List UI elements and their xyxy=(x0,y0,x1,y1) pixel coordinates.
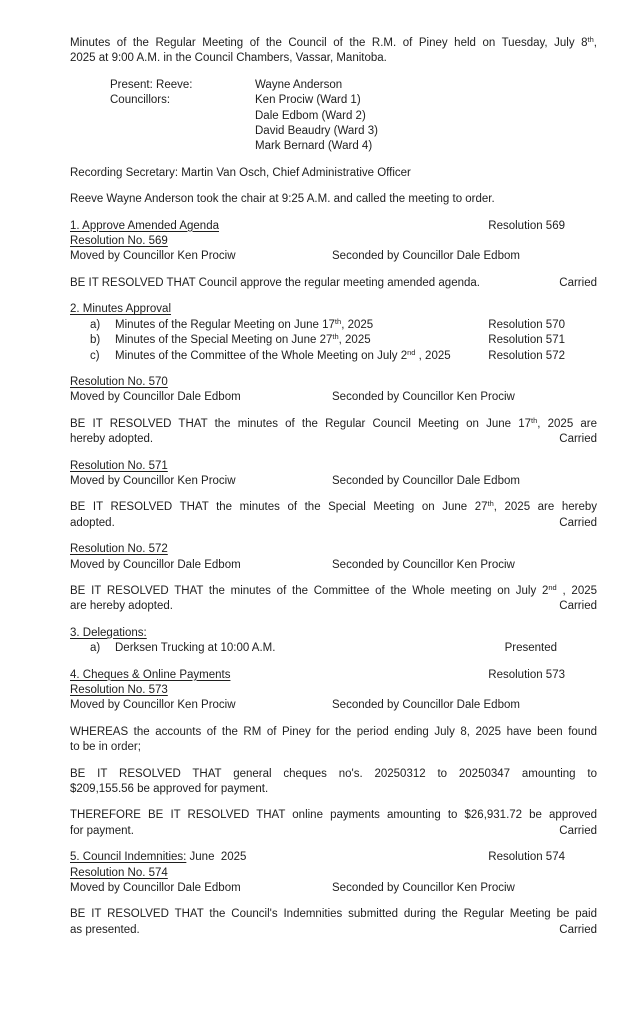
column-2-text xyxy=(255,140,372,152)
superscript-text: th xyxy=(334,316,342,326)
line-left-text xyxy=(70,349,451,364)
resolution-569-label xyxy=(70,234,597,249)
recording-secretary-line xyxy=(70,166,597,181)
superscript-text: th xyxy=(332,332,339,342)
column-1-text xyxy=(70,558,332,573)
resolution-571-text-line-1 xyxy=(70,500,597,515)
text-segment: adopted. xyxy=(70,516,115,529)
text-segment: THEREFORE BE IT RESOLVED THAT online payments amounting to $26,931.72 be approved xyxy=(70,809,597,822)
text-segment: Resolution No. 572 xyxy=(70,543,168,556)
column-2-text xyxy=(332,250,520,262)
text-segment: BE IT RESOLVED THAT the minutes of the Committee of the Whole meeting on July 2 xyxy=(70,584,549,597)
minutes-item-b xyxy=(70,333,597,348)
attendance-councillor-1 xyxy=(70,93,597,108)
blank-line xyxy=(70,896,597,907)
resolution-574-label xyxy=(70,866,597,881)
resolution-573-text-line-2 xyxy=(70,782,597,797)
text-segment: Moved by Councillor Dale Edbom xyxy=(70,882,241,895)
text-segment: Seconded by Councillor Dale Edbom xyxy=(332,250,520,263)
superscript-text: th xyxy=(531,415,538,425)
superscript-text: th xyxy=(487,499,494,509)
text-segment: Moved by Councillor Ken Prociw xyxy=(70,250,236,263)
line-left-text xyxy=(70,641,275,656)
superscript-text: nd xyxy=(407,347,416,357)
call-to-order-line xyxy=(70,192,597,207)
line-right-text xyxy=(488,318,565,333)
resolution-570-label xyxy=(70,375,597,390)
line-right-text xyxy=(559,276,597,291)
column-2-text xyxy=(332,882,515,894)
text-segment: Resolution 571 xyxy=(488,334,565,347)
text-segment: David Beaudry (Ward 3) xyxy=(255,125,378,138)
text-segment: Resolution 574 xyxy=(488,851,565,864)
text-segment: BE IT RESOLVED THAT the Council's Indemnities submitted during the Regular Meeting be paid xyxy=(70,908,597,921)
line-right-text xyxy=(559,516,597,531)
section-4-heading xyxy=(70,668,597,683)
resolution-573-therefore-line-2 xyxy=(70,824,597,839)
blank-line xyxy=(70,155,597,166)
blank-line xyxy=(70,657,597,668)
line-right-text xyxy=(488,668,565,683)
doc-title-line-2 xyxy=(70,51,597,66)
resolution-571-movers xyxy=(70,474,597,489)
text-segment: are hereby adopted. xyxy=(70,600,173,613)
column-1-text xyxy=(70,249,332,264)
blank-line xyxy=(70,573,597,584)
column-2-text xyxy=(332,475,520,487)
text-segment: Minutes of the Regular Meeting on June 17 xyxy=(115,318,335,331)
text-segment: as presented. xyxy=(70,923,140,936)
text-segment: Derksen Trucking at 10:00 A.M. xyxy=(115,642,276,655)
text-segment: Carried xyxy=(559,433,597,446)
text-segment: , 2025 are xyxy=(537,417,598,430)
text-segment: Ken Prociw (Ward 1) xyxy=(255,94,361,107)
blank-line xyxy=(70,531,597,542)
doc-title-line-1 xyxy=(70,36,597,51)
resolution-572-text-line-2 xyxy=(70,599,597,614)
text-segment: Resolution No. 573 xyxy=(70,684,168,696)
text-segment: hereby adopted. xyxy=(70,433,154,446)
text-segment: 4. Cheques & Online Payments xyxy=(70,668,231,681)
list-marker: c) xyxy=(90,349,100,362)
text-segment: Mark Bernard (Ward 4) xyxy=(255,140,373,153)
resolution-571-text-line-2 xyxy=(70,516,597,531)
resolution-574-movers xyxy=(70,881,597,896)
text-segment: , 2025 xyxy=(341,318,374,331)
delegation-item-a xyxy=(70,641,597,656)
blank-line xyxy=(70,364,597,375)
line-left-text xyxy=(70,850,246,865)
text-segment: Resolution 569 xyxy=(488,219,565,232)
resolution-573-text-line-1 xyxy=(70,767,597,782)
resolution-570-movers xyxy=(70,390,597,405)
column-1-text xyxy=(70,881,332,896)
resolution-573-therefore-line-1 xyxy=(70,808,597,823)
column-1-text xyxy=(110,78,255,93)
text-segment: Carried xyxy=(559,923,597,936)
line-left-text xyxy=(70,516,115,531)
blank-line xyxy=(70,265,597,276)
text-segment: Seconded by Councillor Ken Prociw xyxy=(332,882,515,895)
text-segment: Wayne Anderson xyxy=(255,78,343,91)
section-5-heading xyxy=(70,850,597,865)
text-segment: 2. Minutes Approval xyxy=(70,303,172,316)
text-segment: , xyxy=(593,37,597,49)
blank-line xyxy=(70,714,597,725)
text-segment: Carried xyxy=(559,600,597,613)
line-left-text xyxy=(70,668,230,683)
text-segment: Resolution No. 570 xyxy=(70,375,168,388)
column-1-text xyxy=(70,698,332,713)
column-2-text xyxy=(332,699,520,711)
line-left-text xyxy=(70,824,134,839)
text-segment: June 2025 xyxy=(186,851,247,864)
superscript-text: nd xyxy=(548,582,557,592)
text-segment: Present: Reeve: xyxy=(110,78,193,91)
text-segment: for payment. xyxy=(70,824,134,837)
text-segment: Resolution No. 569 xyxy=(70,235,168,248)
text-segment: Reeve Wayne Anderson took the chair at 9:25 A.M. and called the meeting to order. xyxy=(70,193,495,206)
minutes-item-c xyxy=(70,349,597,364)
column-2-text xyxy=(255,110,366,122)
line-right-text xyxy=(559,432,597,447)
text-segment: , 2025 xyxy=(415,349,451,362)
column-1-text xyxy=(110,93,255,108)
line-left-text xyxy=(70,219,219,234)
column-1-text xyxy=(70,390,332,405)
blank-line xyxy=(70,181,597,192)
text-segment: BE IT RESOLVED THAT general cheques no's. 20250312 to 20250347 amounting to xyxy=(70,767,597,780)
text-segment: Recording Secretary: Martin Van Osch, Chief Administrative Officer xyxy=(70,166,411,179)
list-marker: a) xyxy=(90,642,101,655)
resolution-573-movers xyxy=(70,698,597,713)
blank-line xyxy=(70,615,597,626)
text-segment: Dale Edbom (Ward 2) xyxy=(255,109,366,122)
blank-line xyxy=(70,797,597,808)
text-segment: Resolution 573 xyxy=(488,668,565,681)
attendance-councillor-2 xyxy=(70,109,597,124)
list-marker: b) xyxy=(90,334,101,347)
resolution-570-text-line-1 xyxy=(70,417,597,432)
resolution-570-text-line-2 xyxy=(70,432,597,447)
text-segment: Resolution 570 xyxy=(488,318,565,331)
text-segment: Moved by Councillor Dale Edbom xyxy=(70,391,241,404)
text-segment: 2025 at 9:00 A.M. in the Council Chambers, Vassar, Manitoba. xyxy=(70,52,387,65)
column-2-text xyxy=(255,94,361,106)
text-segment: Seconded by Councillor Dale Edbom xyxy=(332,474,520,487)
line-right-text xyxy=(505,641,557,656)
line-left-text xyxy=(70,318,373,333)
column-2-text xyxy=(332,559,515,571)
column-2-text xyxy=(255,125,378,137)
line-right-text xyxy=(559,923,597,938)
text-segment: Seconded by Councillor Dale Edbom xyxy=(332,699,520,712)
resolution-573-whereas-line-1 xyxy=(70,725,597,740)
resolution-571-label xyxy=(70,459,597,474)
resolution-572-text-line-1 xyxy=(70,584,597,599)
text-segment: Councillors: xyxy=(110,94,171,107)
text-segment: Presented xyxy=(504,642,557,655)
blank-line xyxy=(70,208,597,219)
line-right-text xyxy=(488,349,565,364)
section-3-heading xyxy=(70,626,597,641)
column-2-text xyxy=(255,79,342,91)
text-segment: BE IT RESOLVED THAT the minutes of the Special Meeting on June 27 xyxy=(70,501,488,514)
line-left-text xyxy=(70,333,371,348)
line-left-text xyxy=(70,923,140,938)
text-segment: Carried xyxy=(559,824,597,837)
text-segment: Moved by Councillor Ken Prociw xyxy=(70,474,236,487)
section-1-heading xyxy=(70,219,597,234)
superscript-text: th xyxy=(587,35,594,44)
resolution-572-movers xyxy=(70,558,597,573)
resolution-574-text-line-1 xyxy=(70,907,597,922)
text-segment: , 2025 are hereby xyxy=(493,501,597,514)
text-segment: Moved by Councillor Dale Edbom xyxy=(70,558,241,571)
minutes-item-a xyxy=(70,318,597,333)
text-segment: Seconded by Councillor Ken Prociw xyxy=(332,558,515,571)
text-segment: Resolution 572 xyxy=(488,349,565,362)
resolution-573-label xyxy=(70,683,597,698)
resolution-569-text xyxy=(70,276,597,291)
line-left-text xyxy=(70,276,480,291)
text-segment: Resolution No. 571 xyxy=(70,459,168,472)
blank-line xyxy=(70,406,597,417)
line-right-text xyxy=(488,333,565,348)
resolution-572-label xyxy=(70,542,597,557)
text-segment: 3. Delegations: xyxy=(70,626,147,639)
line-left-text xyxy=(70,599,173,614)
text-segment: Minutes of the Regular Meeting of the Council of the R.M. of Piney held on Tuesday, July 8 xyxy=(70,37,588,49)
document-body xyxy=(70,36,597,938)
text-segment: WHEREAS the accounts of the RM of Piney for the period ending July 8, 2025 have been found xyxy=(70,725,597,738)
attendance-reeve xyxy=(70,78,597,93)
line-right-text xyxy=(559,599,597,614)
blank-line xyxy=(70,291,597,302)
blank-line xyxy=(70,67,597,78)
line-right-text xyxy=(559,824,597,839)
text-segment: , 2025 xyxy=(338,334,371,347)
text-segment: Resolution No. 574 xyxy=(70,866,168,879)
text-segment: Carried xyxy=(559,516,597,529)
list-marker: a) xyxy=(90,318,101,331)
section-2-heading xyxy=(70,302,597,317)
text-segment: Minutes of the Special Meeting on June 27 xyxy=(115,334,333,347)
blank-line xyxy=(70,839,597,850)
text-segment: Moved by Councillor Ken Prociw xyxy=(70,699,236,712)
column-1-text xyxy=(70,474,332,489)
text-segment: 5. Council Indemnities: xyxy=(70,851,187,864)
resolution-569-movers xyxy=(70,249,597,264)
line-right-text xyxy=(488,219,565,234)
text-segment: $209,155.56 be approved for payment. xyxy=(70,783,269,796)
text-segment: Seconded by Councillor Ken Prociw xyxy=(332,391,515,404)
line-right-text xyxy=(488,850,565,865)
text-segment: Carried xyxy=(559,276,597,289)
text-segment: BE IT RESOLVED THAT the minutes of the Regular Council Meeting on June 17 xyxy=(70,417,531,430)
attendance-councillor-4 xyxy=(70,139,597,154)
resolution-574-text-line-2 xyxy=(70,923,597,938)
text-segment: Minutes of the Committee of the Whole Meeting on July 2 xyxy=(115,349,408,362)
blank-line xyxy=(70,489,597,500)
attendance-councillor-3 xyxy=(70,124,597,139)
column-2-text xyxy=(332,391,515,403)
blank-line xyxy=(70,448,597,459)
text-segment: , 2025 xyxy=(556,584,598,597)
line-left-text xyxy=(70,432,153,447)
text-segment: BE IT RESOLVED THAT Council approve the regular meeting amended agenda. xyxy=(70,276,480,289)
text-segment: to be in order; xyxy=(70,741,141,754)
blank-line xyxy=(70,756,597,767)
resolution-573-whereas-line-2 xyxy=(70,740,597,755)
text-segment: 1. Approve Amended Agenda xyxy=(70,219,219,232)
